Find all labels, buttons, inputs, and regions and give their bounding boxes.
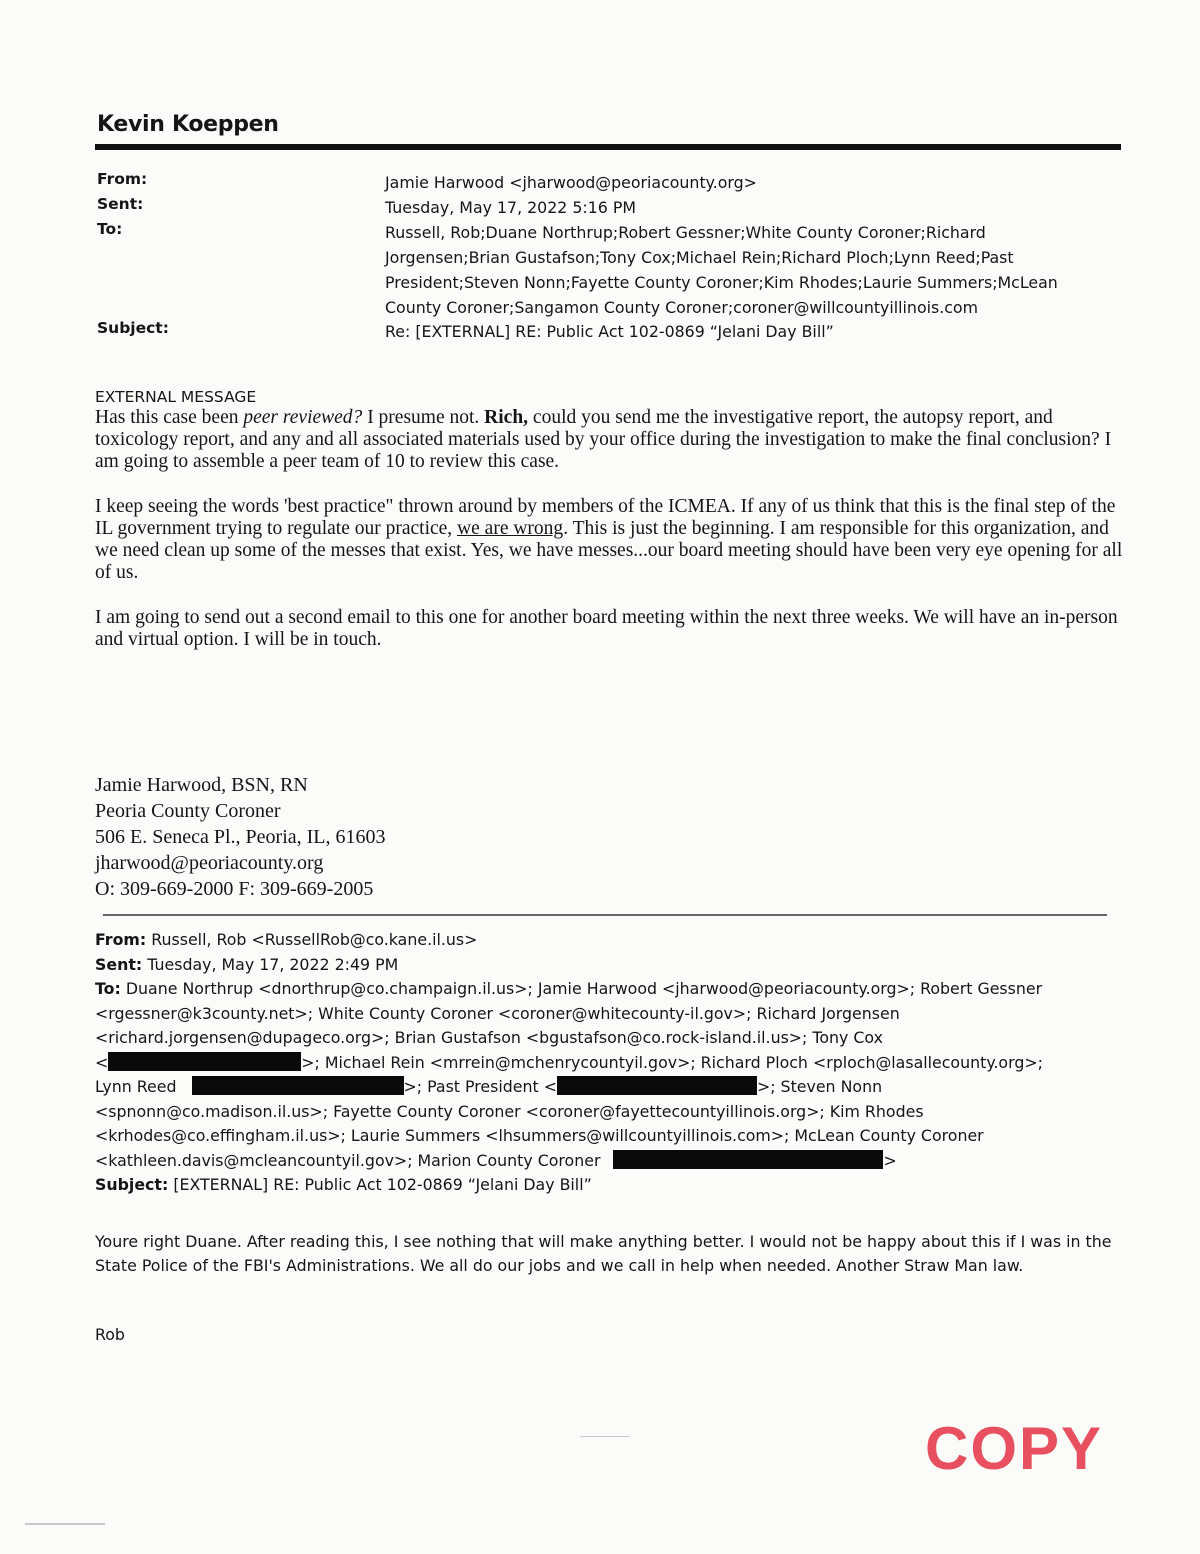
redaction-bar xyxy=(108,1052,301,1071)
sent-value: Tuesday, May 17, 2022 5:16 PM xyxy=(385,198,637,217)
to-line: Russell, Rob;Duane Northrup;Robert Gessner;White County Coroner;Richard xyxy=(385,223,986,242)
fwd-from-value: Russell, Rob <RussellRob@co.kane.il.us> xyxy=(146,930,478,949)
from-label: From: xyxy=(97,170,148,188)
signature-title: Peoria County Coroner xyxy=(95,800,281,822)
to-label: To: xyxy=(97,220,123,238)
copy-stamp: COPY xyxy=(925,1415,1104,1482)
paragraph-2: I keep seeing the words 'best practice" thrown around by members of the ICMEA. If any of us think that this is the final step of the IL government trying to regulate our practice, we are wrong. This is just the beginning. I am responsible for this organization, and we need clean up some of the messes that exist. Yes, we have messes...our board meeting should have been very eye opening for all of us. xyxy=(95,496,1123,583)
forwarded-header: From: Russell, Rob <RussellRob@co.kane.il.us> Sent: Tuesday, May 17, 2022 2:49 PM To: Duane Northrup <dnorthrup@co.champaign.il.us>; Jamie Harwood <jharwood@peoriacounty.org>; Robert Gessner <rgessner@k3county.net>; White County Coroner <coroner@whitecounty-il.gov>; Richard Jorgensen <richard.jorgensen@dupageco.org>; Brian Gustafson <bgustafson@co.rock-island.il.us>; Tony Cox < >; Michael Rein <mrrein@mchenrycountyil.gov>; Richard Ploch <rploch@lasallecounty.org>; Lynn Reed >; Past President < >; Steven Nonn <spnonn@co.madison.il.us>; Fayette County Coroner <coroner@fayettecountyillinois.org>; Kim Rhodes <krhodes@co.effingham.il.us>; Laurie Summers <lhsummers@willcountyillinois.com>; McLean County Coroner <kathleen.davis@mcleancountyil.gov>; Marion County Coroner > Subject: [EXTERNAL] RE: Public Act 102-0869 “Jelani Day Bill” xyxy=(95,928,1125,1198)
fwd-to-line: <rgessner@k3county.net>; White County Coroner <coroner@whitecounty-il.gov>; Richard Jorgensen xyxy=(95,1003,900,1023)
subject-label: Subject: xyxy=(97,319,169,337)
from-value: Jamie Harwood <jharwood@peoriacounty.org> xyxy=(385,173,757,192)
subject-value: Re: [EXTERNAL] RE: Public Act 102-0869 “Jelani Day Bill” xyxy=(385,322,834,341)
fwd-to-label: To: xyxy=(95,979,121,998)
to-line: County Coroner;Sangamon County Coroner;coroner@willcountyillinois.com xyxy=(385,298,978,317)
to-line: President;Steven Nonn;Fayette County Coroner;Kim Rhodes;Laurie Summers;McLean xyxy=(385,273,1058,292)
signature-email: jharwood@peoriacounty.org xyxy=(95,852,324,874)
fwd-subject-value: [EXTERNAL] RE: Public Act 102-0869 “Jelani Day Bill” xyxy=(168,1175,592,1194)
signature-phones: O: 309-669-2000 F: 309-669-2005 xyxy=(95,878,374,900)
forward-separator xyxy=(103,914,1107,916)
header-divider xyxy=(95,144,1121,150)
forwarded-message-body: Youre right Duane. After reading this, I see nothing that will make anything better. I would not be happy about this if I was in the State Police of the FBI's Administrations. We all do our jobs and we call in help when needed. Another Straw Man law. xyxy=(95,1232,1112,1275)
fwd-from-label: From: xyxy=(95,930,147,949)
scan-artifact xyxy=(580,1436,630,1437)
rich-name: Rich, xyxy=(484,407,529,428)
fwd-to-line: <krhodes@co.effingham.il.us>; Laurie Summers <lhsummers@willcountyillinois.com>; McLean County Coroner xyxy=(95,1126,984,1145)
message-body xyxy=(95,388,1125,651)
fwd-subject-label: Subject: xyxy=(95,1175,169,1194)
sent-label: Sent: xyxy=(97,195,144,213)
forwarded-signoff: Rob xyxy=(95,1325,125,1344)
paragraph-1: Has this case been peer reviewed? I presume not. Rich, could you send me the investigative report, the autopsy report, and toxicology report, and any and all associated materials used by your office during the investigation to make the final conclusion? I am going to assemble a peer team of 10 to review this case. xyxy=(95,407,1112,472)
signature-name: Jamie Harwood, BSN, RN xyxy=(95,774,308,796)
fwd-sent-label: Sent: xyxy=(95,954,143,974)
mailbox-owner-name: Kevin Koeppen xyxy=(97,112,279,137)
signature-block xyxy=(95,772,386,902)
peer-reviewed-phrase: peer reviewed? xyxy=(243,407,363,428)
redaction-bar xyxy=(192,1076,404,1095)
fwd-to-line: Duane Northrup <dnorthrup@co.champaign.il.us>; Jamie Harwood <jharwood@peoriacounty.org>; Robert Gessner xyxy=(120,979,1043,998)
we-are-wrong-phrase: we are wrong xyxy=(457,518,564,539)
signature-address: 506 E. Seneca Pl., Peoria, IL, 61603 xyxy=(95,826,386,848)
to-line: Jorgensen;Brian Gustafson;Tony Cox;Michael Rein;Richard Ploch;Lynn Reed;Past xyxy=(385,248,1014,267)
redaction-bar xyxy=(613,1150,883,1169)
fwd-to-line: <spnonn@co.madison.il.us>; Fayette County Coroner <coroner@fayettecountyillinois.org>; Kim Rhodes xyxy=(95,1101,924,1121)
fwd-to-line: <richard.jorgensen@dupageco.org>; Brian Gustafson <bgustafson@co.rock-island.il.us>; Tony Cox xyxy=(95,1028,883,1047)
paragraph-3: I am going to send out a second email to this one for another board meeting within the next three weeks. We will have an in-person and virtual option. I will be in touch. xyxy=(95,607,1118,650)
scan-artifact xyxy=(25,1523,105,1525)
to-recipients xyxy=(385,220,1105,320)
external-message-label: EXTERNAL MESSAGE xyxy=(95,388,257,406)
fwd-sent-value: Tuesday, May 17, 2022 2:49 PM xyxy=(142,954,399,974)
redaction-bar xyxy=(557,1076,757,1095)
